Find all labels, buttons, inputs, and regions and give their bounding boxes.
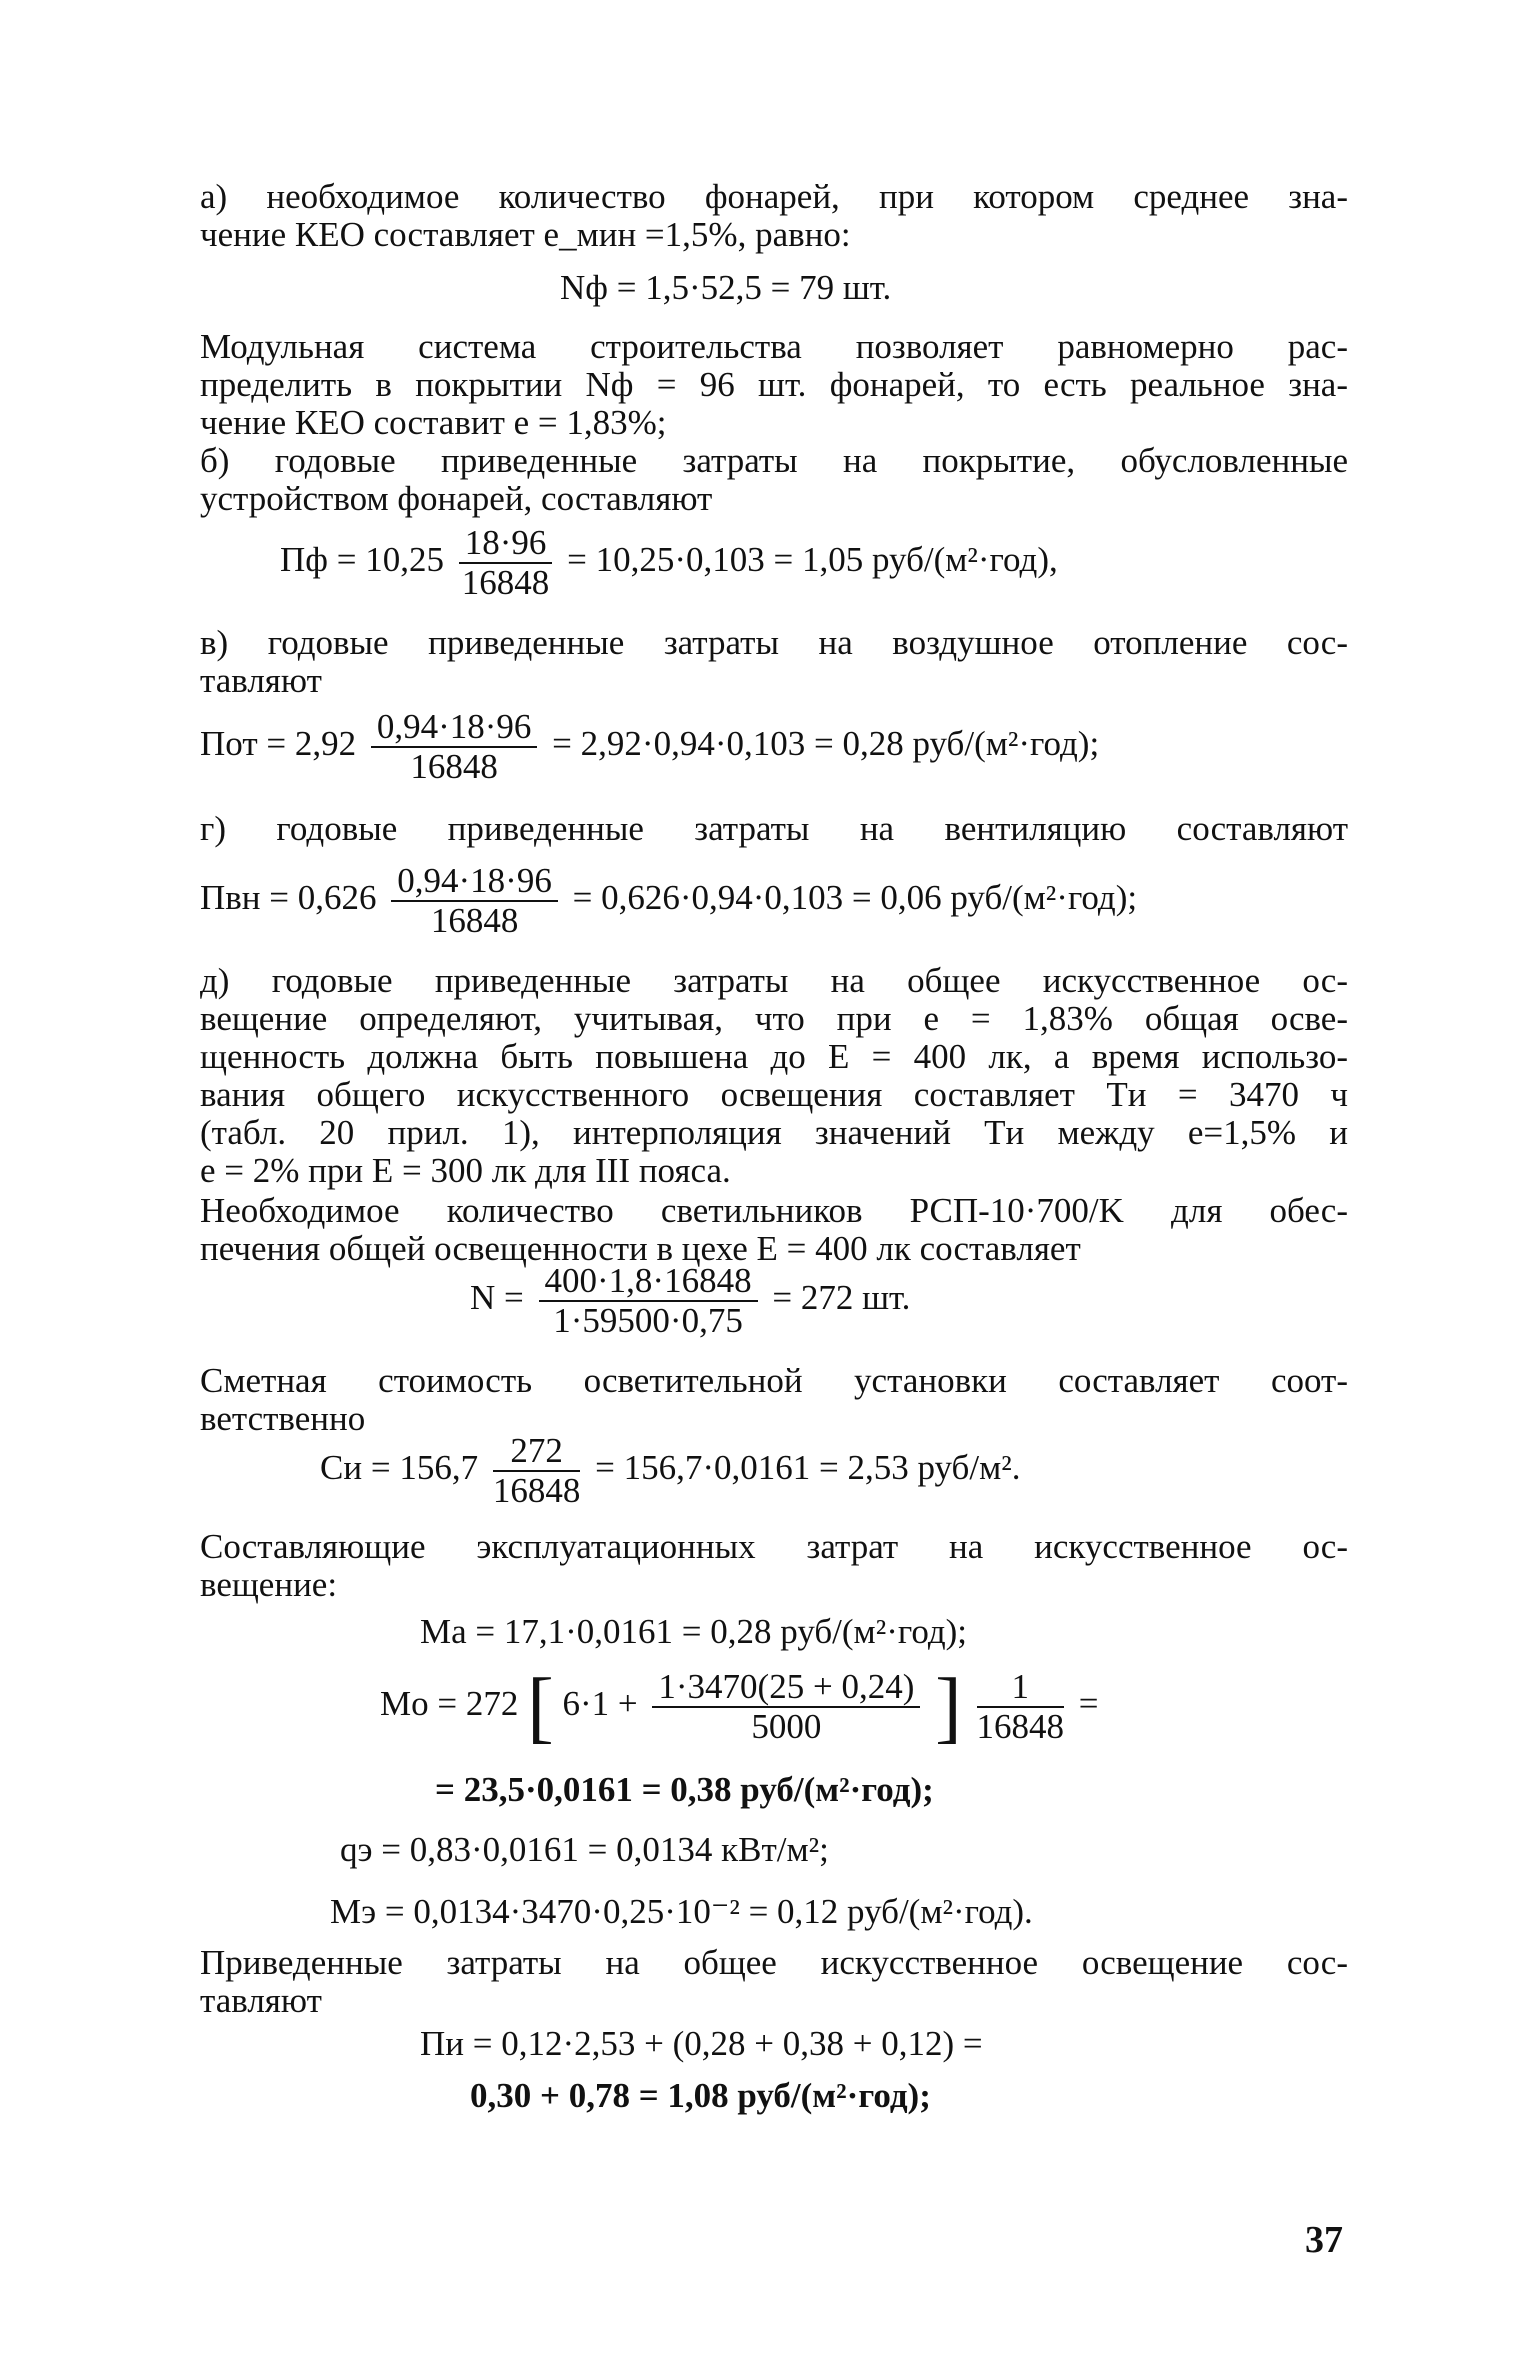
- text-line: вещение определяют, учитывая, что при e = 1,83% общая осве-: [200, 999, 1348, 1038]
- paragraph-cost: [200, 1362, 1348, 1438]
- paragraph-n: [200, 1192, 1348, 1268]
- fraction: [371, 708, 538, 786]
- equation-rhs: =: [1078, 1684, 1099, 1724]
- denominator: 16848: [492, 1471, 581, 1510]
- paragraph-modular: [200, 328, 1348, 442]
- equation-me: Mэ = 0,0134·3470·0,25·10⁻² = 0,12 руб/(м²·год).: [330, 1892, 1033, 1931]
- paragraph-components: [200, 1528, 1348, 1604]
- numerator: 18·96: [459, 524, 553, 564]
- equation-pi-result: 0,30 + 0,78 = 1,08 руб/(м²·год);: [470, 2076, 931, 2115]
- equation-mo-result: = 23,5·0,0161 = 0,38 руб/(м²·год);: [435, 1770, 934, 1809]
- equation-lhs: Cи = 156,7: [320, 1448, 479, 1488]
- fraction: [977, 1668, 1065, 1746]
- equation-rhs: = 272 шт.: [772, 1278, 911, 1318]
- denominator: 1·59500·0,75: [553, 1301, 743, 1340]
- text-line: e = 2% при E = 300 лк для III пояса.: [200, 1151, 731, 1190]
- denominator: 16848: [430, 901, 519, 940]
- text-line: г) годовые приведенные затраты на вентиляцию составляют: [200, 809, 1348, 848]
- equation-lhs: Пф = 10,25: [280, 540, 444, 580]
- equation-nf: Nф = 1,5·52,5 = 79 шт.: [560, 268, 892, 307]
- text-line: чение КЕО составляет e_мин =1,5%, равно:: [200, 215, 851, 254]
- equation-cn: [320, 1432, 1020, 1510]
- fraction: [391, 862, 558, 940]
- equation-pot: [200, 708, 1099, 786]
- numerator: 1·3470(25 + 0,24): [652, 1668, 920, 1708]
- text-line: щенность должна быть повышена до E = 400 лк, а время использо-: [200, 1037, 1348, 1076]
- denominator: 5000: [751, 1707, 822, 1746]
- paragraph-d: [200, 962, 1348, 1190]
- paragraph-g: [200, 810, 1348, 848]
- equation-rhs: = 2,92·0,94·0,103 = 0,28 руб/(м²·год);: [552, 724, 1100, 764]
- equation-pi: Пи = 0,12·2,53 + (0,28 + 0,38 + 0,12) =: [420, 2024, 983, 2063]
- bracket-start: 6·1 +: [562, 1684, 638, 1724]
- text-line: вещение:: [200, 1565, 338, 1604]
- bracket-close: ]: [935, 1663, 962, 1751]
- text-line: чение КЕО составит e = 1,83%;: [200, 403, 667, 442]
- equation-n: [470, 1262, 910, 1340]
- paragraph-b: [200, 442, 1348, 518]
- equation-lhs: Пвн = 0,626: [200, 878, 377, 918]
- equation-mo: [380, 1663, 1099, 1751]
- text-line: в) годовые приведенные затраты на воздушное отопление сос-: [200, 623, 1348, 662]
- text-line: тавляют: [200, 1981, 322, 2020]
- text-line: (табл. 20 прил. 1), интерполяция значений Tи между e=1,5% и: [200, 1113, 1348, 1152]
- text-line: Сметная стоимость осветительной установки составляет соот-: [200, 1361, 1348, 1400]
- paragraph-a: [200, 178, 1348, 254]
- text-line: тавляют: [200, 661, 322, 700]
- equation-pf: [280, 524, 1058, 602]
- equation-lhs: N =: [470, 1278, 524, 1318]
- fraction: [539, 1262, 758, 1340]
- text-line: устройством фонарей, составляют: [200, 479, 713, 518]
- fraction: [493, 1432, 581, 1510]
- text-line: д) годовые приведенные затраты на общее искусственное ос-: [200, 961, 1348, 1000]
- denominator: 16848: [461, 563, 550, 602]
- equation-pvn: [200, 862, 1137, 940]
- equation-lhs: Mо = 272: [380, 1684, 519, 1724]
- denominator: 16848: [410, 747, 498, 786]
- numerator: 272: [493, 1432, 581, 1472]
- text-line: пределить в покрытии Nф = 96 шт. фонарей, то есть реальное зна-: [200, 365, 1348, 404]
- equation-lhs: Пот = 2,92: [200, 724, 357, 764]
- denominator: 16848: [976, 1707, 1065, 1746]
- equation-qe: qэ = 0,83·0,0161 = 0,0134 кВт/м²;: [340, 1830, 829, 1869]
- text-line: а) необходимое количество фонарей, при котором среднее зна-: [200, 177, 1348, 216]
- paragraph-total: [200, 1944, 1348, 2020]
- page-number: 37: [1305, 2219, 1343, 2261]
- fraction: [652, 1668, 920, 1746]
- text-line: вания общего искусственного освещения составляет Tи = 3470 ч: [200, 1075, 1348, 1114]
- fraction: [459, 524, 553, 602]
- equation-ma: Mа = 17,1·0,0161 = 0,28 руб/(м²·год);: [420, 1612, 968, 1651]
- text-line: печения общей освещенности в цехе E = 400 лк составляет: [200, 1229, 1081, 1268]
- numerator: 1: [977, 1668, 1065, 1708]
- text-line: Необходимое количество светильников РСП-10·700/K для обес-: [200, 1191, 1348, 1230]
- text-line: Приведенные затраты на общее искусственное освещение сос-: [200, 1943, 1348, 1982]
- numerator: 0,94·18·96: [371, 708, 538, 748]
- equation-rhs: = 156,7·0,0161 = 2,53 руб/м².: [595, 1448, 1021, 1488]
- numerator: 0,94·18·96: [391, 862, 558, 902]
- text-line: Модульная система строительства позволяет равномерно рас-: [200, 327, 1348, 366]
- text-line: б) годовые приведенные затраты на покрытие, обусловленные: [200, 441, 1348, 480]
- bracket-open: [: [527, 1663, 554, 1751]
- numerator: 400·1,8·16848: [539, 1262, 758, 1302]
- equation-rhs: = 10,25·0,103 = 1,05 руб/(м²·год),: [567, 540, 1058, 580]
- text-line: ветственно: [200, 1399, 366, 1438]
- text-line: Составляющие эксплуатационных затрат на искусственное ос-: [200, 1527, 1348, 1566]
- equation-rhs: = 0,626·0,94·0,103 = 0,06 руб/(м²·год);: [572, 878, 1138, 918]
- paragraph-v: [200, 624, 1348, 700]
